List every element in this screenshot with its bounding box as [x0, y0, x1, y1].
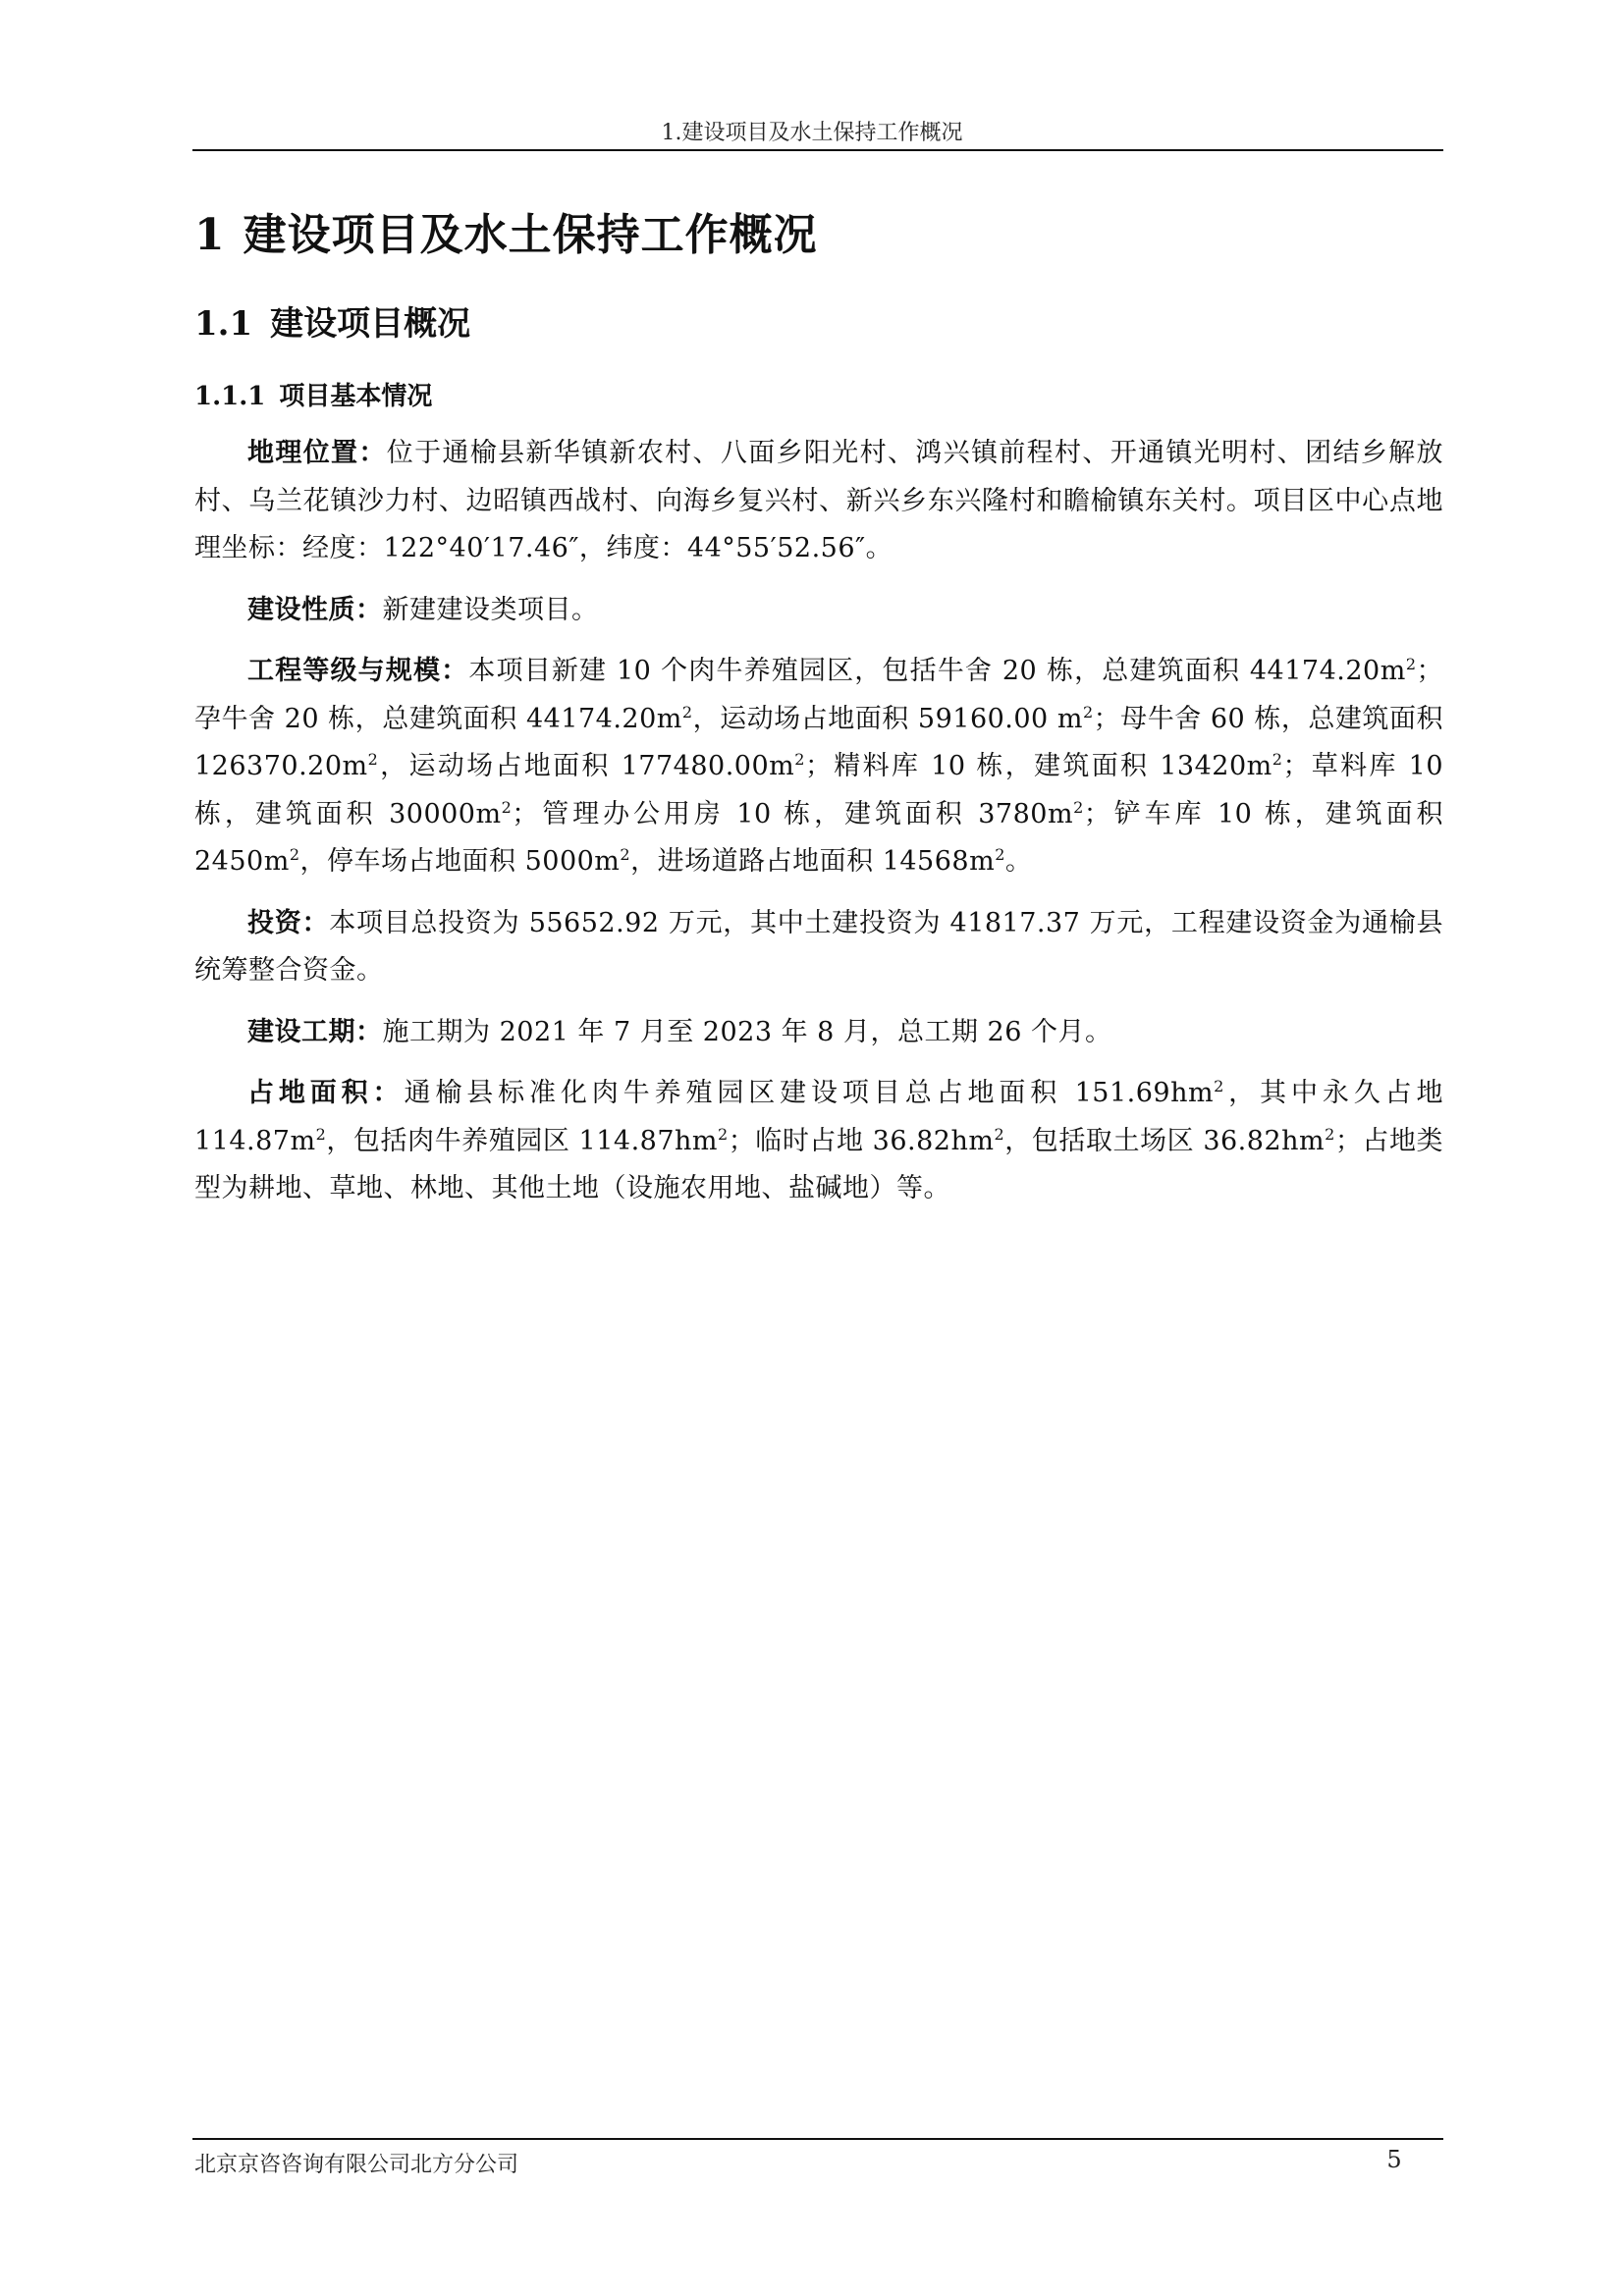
period-text: 施工期为 2021 年 7 月至 2023 年 8 月，总工期 26 个月。 [382, 1016, 1112, 1047]
scale-text: ；管理办公用房 10 栋，建筑面积 3780m [512, 798, 1074, 829]
location-label: 地理位置： [247, 438, 387, 468]
superscript: 2 [1082, 702, 1094, 721]
header-rule [192, 149, 1443, 151]
area-text: ，包括肉牛养殖园区 114.87hm [326, 1125, 719, 1156]
investment-paragraph [194, 900, 1443, 995]
subsection-number: 1.1.1 [194, 382, 266, 411]
scale-text: 本项目新建 10 个肉牛养殖园区，包括牛舍 20 栋，总建筑面积 44174.20m [468, 656, 1406, 686]
superscript: 2 [1214, 1077, 1224, 1095]
chapter-number: 1 [194, 210, 226, 260]
scale-text: ，进场道路占地面积 14568m [630, 846, 996, 877]
subsection-title: 项目基本情况 [279, 382, 433, 411]
scale-paragraph [194, 648, 1443, 886]
nature-label: 建设性质： [247, 594, 383, 625]
chapter-heading [194, 206, 1443, 265]
location-text: 位于通榆县新华镇新农村、八面乡阳光村、鸿兴镇前程村、开通镇光明村、团结乡解放村、乌兰花镇沙力村、边昭镇西战村、向海乡复兴村、新兴乡东兴隆村和瞻榆镇东关村。项目区中心点地理坐标：经度：122°40′17.46″，纬度：44°55′52.56″。 [194, 438, 1444, 563]
scale-text: ，停车场占地面积 5000m [299, 846, 621, 877]
running-header: 1.建设项目及水土保持工作概况 [661, 121, 963, 145]
superscript: 2 [315, 1124, 327, 1144]
superscript: 2 [995, 845, 1005, 864]
superscript: 2 [1325, 1124, 1335, 1144]
page-content [194, 206, 1443, 1213]
superscript: 2 [289, 845, 300, 864]
period-paragraph [194, 1009, 1443, 1057]
superscript: 2 [367, 750, 379, 769]
superscript: 2 [501, 797, 513, 817]
footer-company: 北京京咨咨询有限公司北方分公司 [194, 2153, 519, 2177]
scale-text: ；铲车库 10 栋，建筑面积 2450m [194, 798, 1444, 877]
nature-paragraph [194, 587, 1443, 635]
section-heading [194, 300, 1443, 347]
scale-text: ；精料库 10 栋，建筑面积 13420m [804, 751, 1272, 781]
superscript: 2 [681, 702, 693, 721]
scale-label: 工程等级与规模： [247, 656, 469, 686]
scale-text: ；母牛舍 60 栋，总建筑面积 126370.20m [194, 703, 1443, 781]
scale-text: ，运动场占地面积 59160.00 m [692, 703, 1083, 734]
scale-text: 。 [1004, 846, 1033, 877]
investment-label: 投资： [247, 907, 330, 938]
superscript: 2 [794, 750, 805, 769]
scale-text: ，运动场占地面积 177480.00m [378, 751, 795, 781]
scale-text: ；孕牛舍 20 栋，总建筑面积 44174.20m [194, 656, 1444, 734]
superscript: 2 [620, 845, 631, 864]
nature-text: 新建建设类项目。 [382, 594, 599, 625]
superscript: 2 [718, 1124, 729, 1144]
scale-text: ；草料库 10 栋，建筑面积 30000m [194, 751, 1443, 829]
superscript: 2 [994, 1124, 1005, 1144]
footer-rule [192, 2138, 1443, 2140]
area-paragraph [194, 1070, 1443, 1213]
superscript: 2 [1272, 750, 1283, 769]
superscript: 2 [1405, 655, 1417, 673]
section-title: 建设项目概况 [270, 304, 471, 344]
location-paragraph [194, 430, 1443, 573]
period-label: 建设工期： [247, 1016, 383, 1047]
area-text: ，其中永久占地 114.87m [194, 1078, 1444, 1156]
chapter-title: 建设项目及水土保持工作概况 [243, 210, 818, 260]
area-text: ，包括取土场区 36.82hm [1004, 1125, 1326, 1156]
area-text: ；临时占地 36.82hm [728, 1125, 995, 1156]
subsection-heading [194, 377, 1443, 416]
area-label: 占地面积： [247, 1078, 405, 1108]
superscript: 2 [1073, 797, 1084, 817]
page-number: 5 [1386, 2146, 1402, 2173]
area-text: 通榆县标准化肉牛养殖园区建设项目总占地面积 151.69hm [404, 1078, 1215, 1108]
section-number: 1.1 [194, 304, 253, 344]
area-text: ；占地类型为耕地、草地、林地、其他土地（设施农用地、盐碱地）等。 [194, 1125, 1444, 1203]
investment-text: 本项目总投资为 55652.92 万元，其中土建投资为 41817.37 万元，工程建设资金为通榆县统筹整合资金。 [194, 907, 1443, 986]
